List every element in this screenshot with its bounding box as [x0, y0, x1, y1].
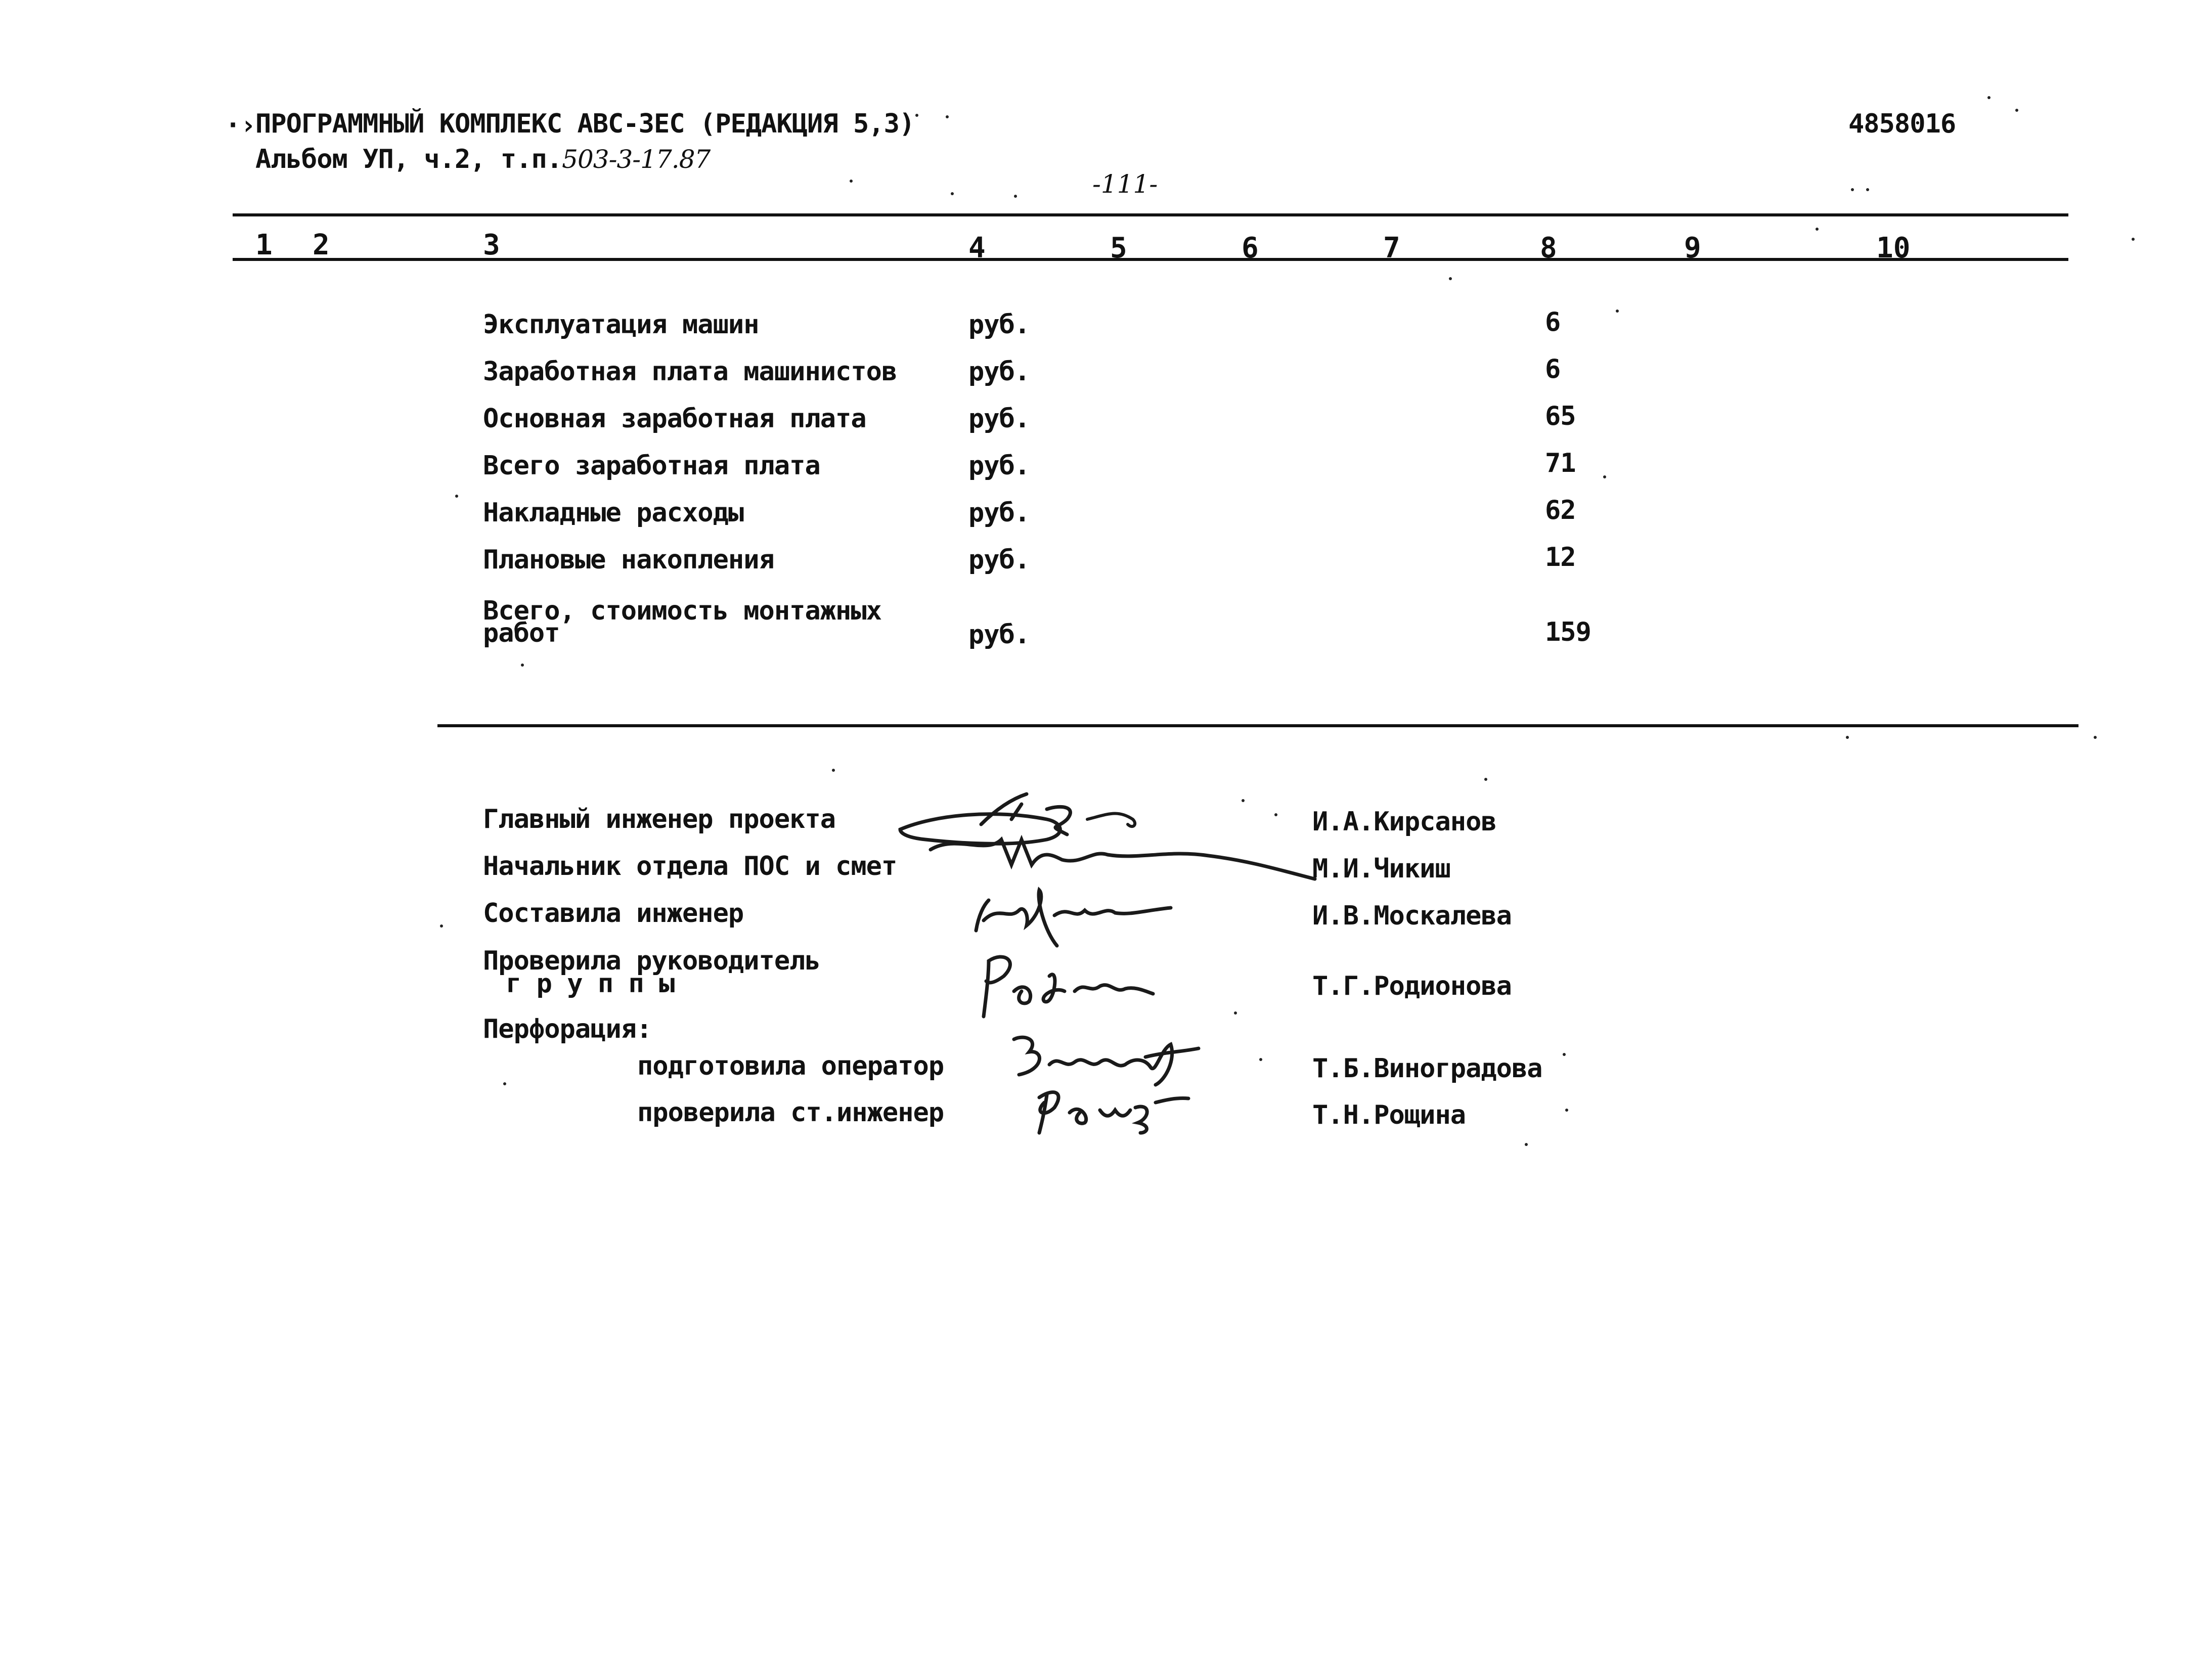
scan-speck	[1603, 475, 1606, 478]
scan-speck	[1014, 195, 1017, 198]
scan-speck	[521, 664, 524, 667]
scan-speck	[1259, 1058, 1262, 1061]
row-label: Заработная плата машинистов	[483, 357, 897, 387]
signatory-role: Главный инженер проекта	[483, 804, 836, 834]
scan-speck	[503, 1082, 506, 1085]
signatory-name: Т.Г.Родионова	[1312, 971, 1512, 1001]
column-number-9: 9	[1684, 232, 1701, 265]
scan-speck	[1484, 778, 1487, 781]
row-unit: руб.	[968, 620, 1030, 650]
scan-speck	[2094, 736, 2097, 739]
scan-speck	[1866, 188, 1869, 191]
column-number-10: 10	[1876, 232, 1911, 265]
scan-speck	[1846, 736, 1849, 739]
scan-speck	[1565, 1109, 1568, 1112]
scan-speck	[1816, 228, 1819, 231]
row-label: Основная заработная плата	[483, 404, 866, 434]
table-top-rule	[233, 213, 2068, 216]
row-label: Накладные расходы	[483, 498, 744, 528]
row-label-line2: работ	[483, 618, 560, 648]
signatory-role-line2: г р у п п ы	[506, 968, 675, 999]
column-number-5: 5	[1110, 232, 1127, 265]
row-value: 71	[1545, 448, 1576, 478]
row-value: 6	[1545, 354, 1561, 384]
scan-speck	[1563, 1053, 1566, 1056]
row-value: 6	[1545, 307, 1561, 337]
scan-speck	[455, 495, 458, 498]
column-number-8: 8	[1540, 232, 1557, 265]
scan-speck	[1449, 277, 1452, 280]
signatory-role-line1: Проверила руководитель	[483, 946, 820, 976]
signatory-role: Начальник отдела ПОС и смет	[483, 851, 897, 881]
row-label: Плановые накопления	[483, 545, 774, 575]
scan-speck	[1616, 310, 1619, 313]
row-label: Эксплуатация машин	[483, 310, 759, 340]
scan-speck	[2015, 109, 2018, 112]
row-unit: руб.	[968, 498, 1030, 528]
department-head-signature	[925, 819, 1325, 885]
compiler-signature	[968, 885, 1186, 956]
scan-speck	[1851, 188, 1854, 191]
column-number-2: 2	[313, 229, 330, 261]
scan-speck	[440, 924, 443, 928]
column-number-1: 1	[255, 229, 273, 261]
column-number-6: 6	[1242, 232, 1259, 265]
row-label: Всего заработная плата	[483, 451, 820, 481]
scan-speck	[946, 115, 949, 118]
scan-speck	[2132, 238, 2135, 241]
signatory-name: И.А.Кирсанов	[1312, 807, 1496, 837]
scan-speck	[1274, 813, 1277, 816]
scan-speck	[1234, 1011, 1237, 1015]
header-arrow: ·›	[225, 110, 256, 141]
scan-speck	[850, 180, 853, 183]
signatory-role: проверила ст.инженер	[637, 1097, 944, 1128]
album-reference	[255, 144, 710, 174]
row-value: 62	[1545, 495, 1576, 525]
signatory-role: Составила инженер	[483, 898, 744, 929]
signatory-name: М.И.Чикиш	[1312, 854, 1450, 884]
album-reference-printed: Альбом УП, ч.2, т.п.	[255, 144, 562, 174]
signatory-role: подготовила оператор	[637, 1051, 944, 1081]
row-unit: руб.	[968, 404, 1030, 434]
row-label-line1: Всего, стоимость монтажных	[483, 596, 881, 626]
signatory-name: Т.Н.Рощина	[1312, 1100, 1466, 1130]
scan-speck	[1987, 96, 1990, 99]
program-title: ПРОГРАММНЫЙ КОМПЛЕКС АВС-ЗЕС (РЕДАКЦИЯ 5,3)	[255, 109, 915, 139]
table-bottom-rule	[437, 724, 2078, 727]
scan-speck	[915, 114, 918, 117]
album-reference-handwritten: 503-3-17.87	[562, 145, 711, 174]
column-number-3: 3	[483, 229, 500, 261]
scan-speck	[832, 769, 835, 772]
row-value: 12	[1545, 542, 1576, 572]
row-value: 65	[1545, 401, 1576, 431]
table-header-rule	[233, 258, 2068, 261]
page-number: -111-	[1092, 169, 1158, 199]
row-unit: руб.	[968, 545, 1030, 575]
row-unit: руб.	[968, 451, 1030, 481]
signatory-name: Т.Б.Виноградова	[1312, 1053, 1542, 1084]
group-leader-signature	[974, 946, 1156, 1022]
perforation-label: Перфорация:	[483, 1014, 652, 1044]
scan-speck	[1525, 1143, 1528, 1146]
operator-signature	[1004, 1029, 1201, 1090]
row-unit: руб.	[968, 357, 1030, 387]
scan-speck	[1242, 799, 1245, 802]
column-number-4: 4	[968, 232, 986, 265]
scan-speck	[951, 192, 954, 195]
signatory-name: И.В.Москалева	[1312, 901, 1512, 931]
column-number-7: 7	[1383, 232, 1400, 265]
senior-engineer-signature	[1024, 1082, 1191, 1138]
row-unit: руб.	[968, 310, 1030, 340]
row-value: 159	[1545, 617, 1591, 647]
document-number: 4858016	[1848, 109, 1956, 139]
